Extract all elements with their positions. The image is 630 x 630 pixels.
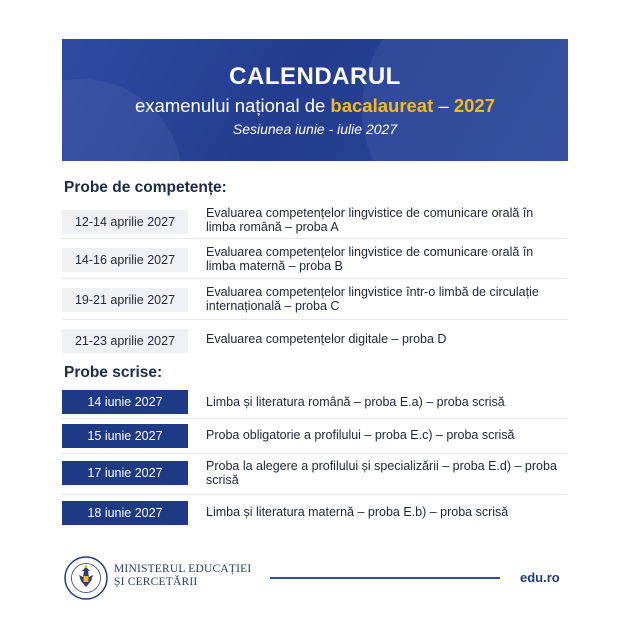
- list-item: [62, 455, 568, 495]
- list-item: [62, 322, 568, 358]
- exam-description: Proba obligatorie a profilului – proba E.c) – proba scrisă: [206, 428, 515, 442]
- row-divider: [62, 238, 568, 239]
- ministry-line-2: ȘI CERCETĂRII: [114, 576, 198, 588]
- row-divider: [62, 319, 568, 320]
- government-seal-icon: [64, 556, 108, 600]
- subtitle-year: 2027: [453, 95, 495, 116]
- date-badge: 14-16 aprilie 2027: [62, 248, 188, 272]
- page-subtitle: [62, 95, 568, 117]
- subtitle-dash: –: [433, 95, 454, 116]
- exam-description: Evaluarea competențelor lingvistice de comunicare orală în limba română – proba A: [206, 206, 534, 234]
- exam-description: Limba și literatura română – proba E.a) – proba scrisă: [206, 395, 505, 409]
- row-divider: [62, 494, 568, 495]
- list-item: [62, 386, 568, 419]
- row-divider: [62, 278, 568, 279]
- site-link[interactable]: edu.ro: [520, 570, 560, 585]
- date-badge: 14 iunie 2027: [62, 390, 188, 414]
- list-item: [62, 203, 568, 239]
- exam-description: Limba și literatura maternă – proba E.b) – proba scrisă: [206, 505, 509, 519]
- subtitle-prefix: examenului național de: [135, 95, 331, 116]
- subtitle-highlight: bacalaureat: [330, 95, 434, 116]
- banner-decoration: [62, 79, 182, 161]
- competente-section-title: Probe de competențe:: [64, 179, 227, 196]
- date-badge: 12-14 aprilie 2027: [62, 210, 188, 234]
- date-badge: 19-21 aprilie 2027: [62, 288, 188, 312]
- exam-description: Evaluarea competențelor digitale – proba D: [206, 332, 447, 346]
- scrise-section-title: Probe scrise:: [64, 364, 163, 381]
- date-badge: 18 iunie 2027: [62, 501, 188, 525]
- date-badge: 15 iunie 2027: [62, 424, 188, 448]
- header-banner: [62, 39, 568, 161]
- list-item: [62, 497, 568, 529]
- exam-description: Proba la alegere a profilului și specializării – proba E.d) – proba scrisă: [206, 459, 557, 487]
- page-title: CALENDARUL: [229, 63, 401, 90]
- list-item: [62, 281, 568, 320]
- exam-description: Evaluarea competențelor lingvistice de comunicare orală în limba maternă – proba B: [206, 245, 534, 273]
- row-divider: [62, 453, 568, 454]
- ministry-line-1: MINISTERUL EDUCAȚIEI: [114, 563, 252, 575]
- list-item: [62, 241, 568, 279]
- footer-divider: [270, 577, 500, 579]
- exam-description: Evaluarea competențelor lingvistice într-o limbă de circulație internațională – proba C: [206, 285, 539, 313]
- date-badge: 21-23 aprilie 2027: [62, 329, 188, 353]
- list-item: [62, 420, 568, 454]
- row-divider: [62, 418, 568, 419]
- session-label: Sesiunea iunie - iulie 2027: [232, 121, 398, 137]
- date-badge: 17 iunie 2027: [62, 461, 188, 485]
- ministry-name: [114, 563, 251, 589]
